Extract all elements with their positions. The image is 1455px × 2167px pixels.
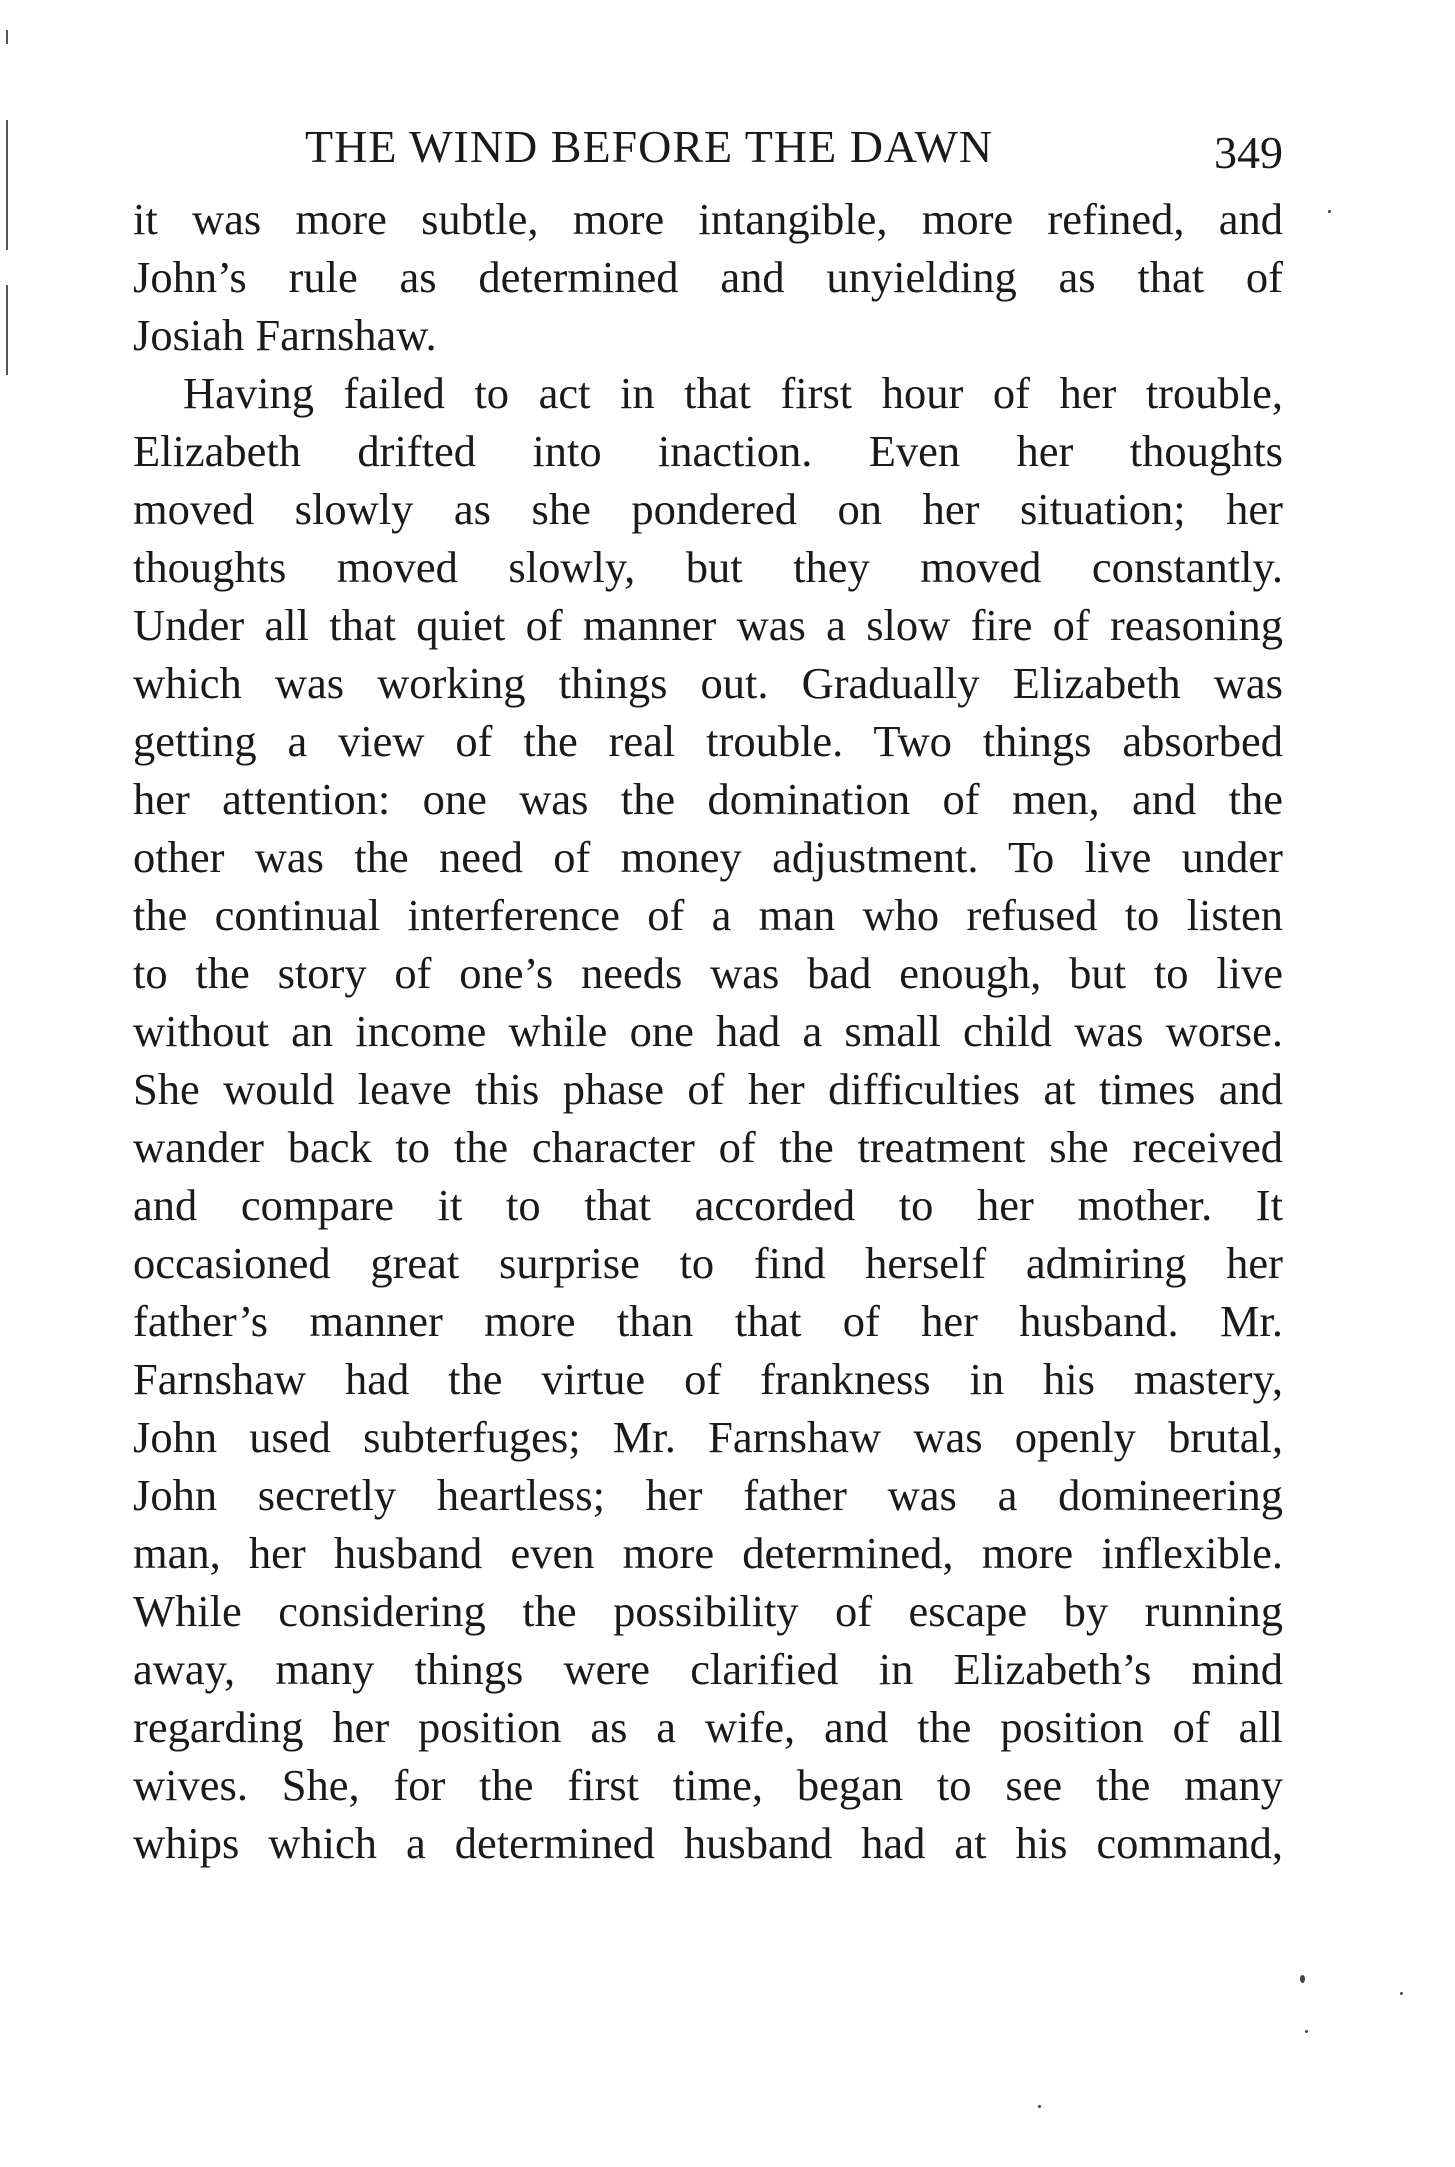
paper-speck (1300, 1975, 1305, 1983)
text-line: thoughts moved slowly, but they moved constantly. (133, 542, 1283, 592)
text-line: John’s rule as determined and unyielding as that of (133, 252, 1283, 302)
paper-speck (1400, 1992, 1403, 1995)
page-number: 349 (1214, 127, 1283, 178)
text-line: without an income while one had a small child was worse. (133, 1006, 1283, 1056)
text-line: Under all that quiet of manner was a slow fire of reasoning (133, 600, 1283, 650)
text-line: and compare it to that accorded to her mother. It (133, 1180, 1283, 1230)
paper-speck (1328, 210, 1331, 213)
text-line: which was working things out. Gradually Elizabeth was (133, 658, 1283, 708)
text-line: Elizabeth drifted into inaction. Even her thoughts (133, 426, 1283, 476)
text-line: getting a view of the real trouble. Two things absorbed (133, 716, 1283, 766)
text-line: She would leave this phase of her difficulties at times and (133, 1064, 1283, 1114)
page-edge-mark (6, 120, 8, 250)
text-line: Josiah Farnshaw. (133, 310, 437, 360)
text-line: John secretly heartless; her father was a domineering (133, 1470, 1283, 1520)
text-line: Farnshaw had the virtue of frankness in his mastery, (133, 1354, 1283, 1404)
page-header (133, 112, 1283, 182)
paper-speck (1305, 2030, 1308, 2033)
text-line: man, her husband even more determined, more inflexible. (133, 1528, 1283, 1578)
text-line: the continual interference of a man who refused to listen (133, 890, 1283, 940)
text-line: it was more subtle, more intangible, more refined, and (133, 194, 1283, 244)
body-text (133, 190, 1283, 1872)
page-edge-mark (6, 285, 8, 375)
text-line: away, many things were clarified in Elizabeth’s mind (133, 1644, 1283, 1694)
text-line: other was the need of money adjustment. To live under (133, 832, 1283, 882)
text-line: Having failed to act in that first hour of her trouble, (183, 368, 1283, 418)
text-line: moved slowly as she pondered on her situation; her (133, 484, 1283, 534)
text-line: whips which a determined husband had at his command, (133, 1818, 1283, 1868)
text-line: father’s manner more than that of her husband. Mr. (133, 1296, 1283, 1346)
text-line: to the story of one’s needs was bad enough, but to live (133, 948, 1283, 998)
text-line: John used subterfuges; Mr. Farnshaw was openly brutal, (133, 1412, 1283, 1462)
text-line: While considering the possibility of escape by running (133, 1586, 1283, 1636)
page-edge-mark (6, 30, 8, 44)
text-line: her attention: one was the domination of men, and the (133, 774, 1283, 824)
paper-speck (1038, 2105, 1041, 2108)
text-line: regarding her position as a wife, and the position of all (133, 1702, 1283, 1752)
text-line: wander back to the character of the treatment she received (133, 1122, 1283, 1172)
text-line: wives. She, for the first time, began to see the many (133, 1760, 1283, 1810)
text-line: occasioned great surprise to find herself admiring her (133, 1238, 1283, 1288)
running-title: THE WIND BEFORE THE DAWN (305, 121, 994, 172)
